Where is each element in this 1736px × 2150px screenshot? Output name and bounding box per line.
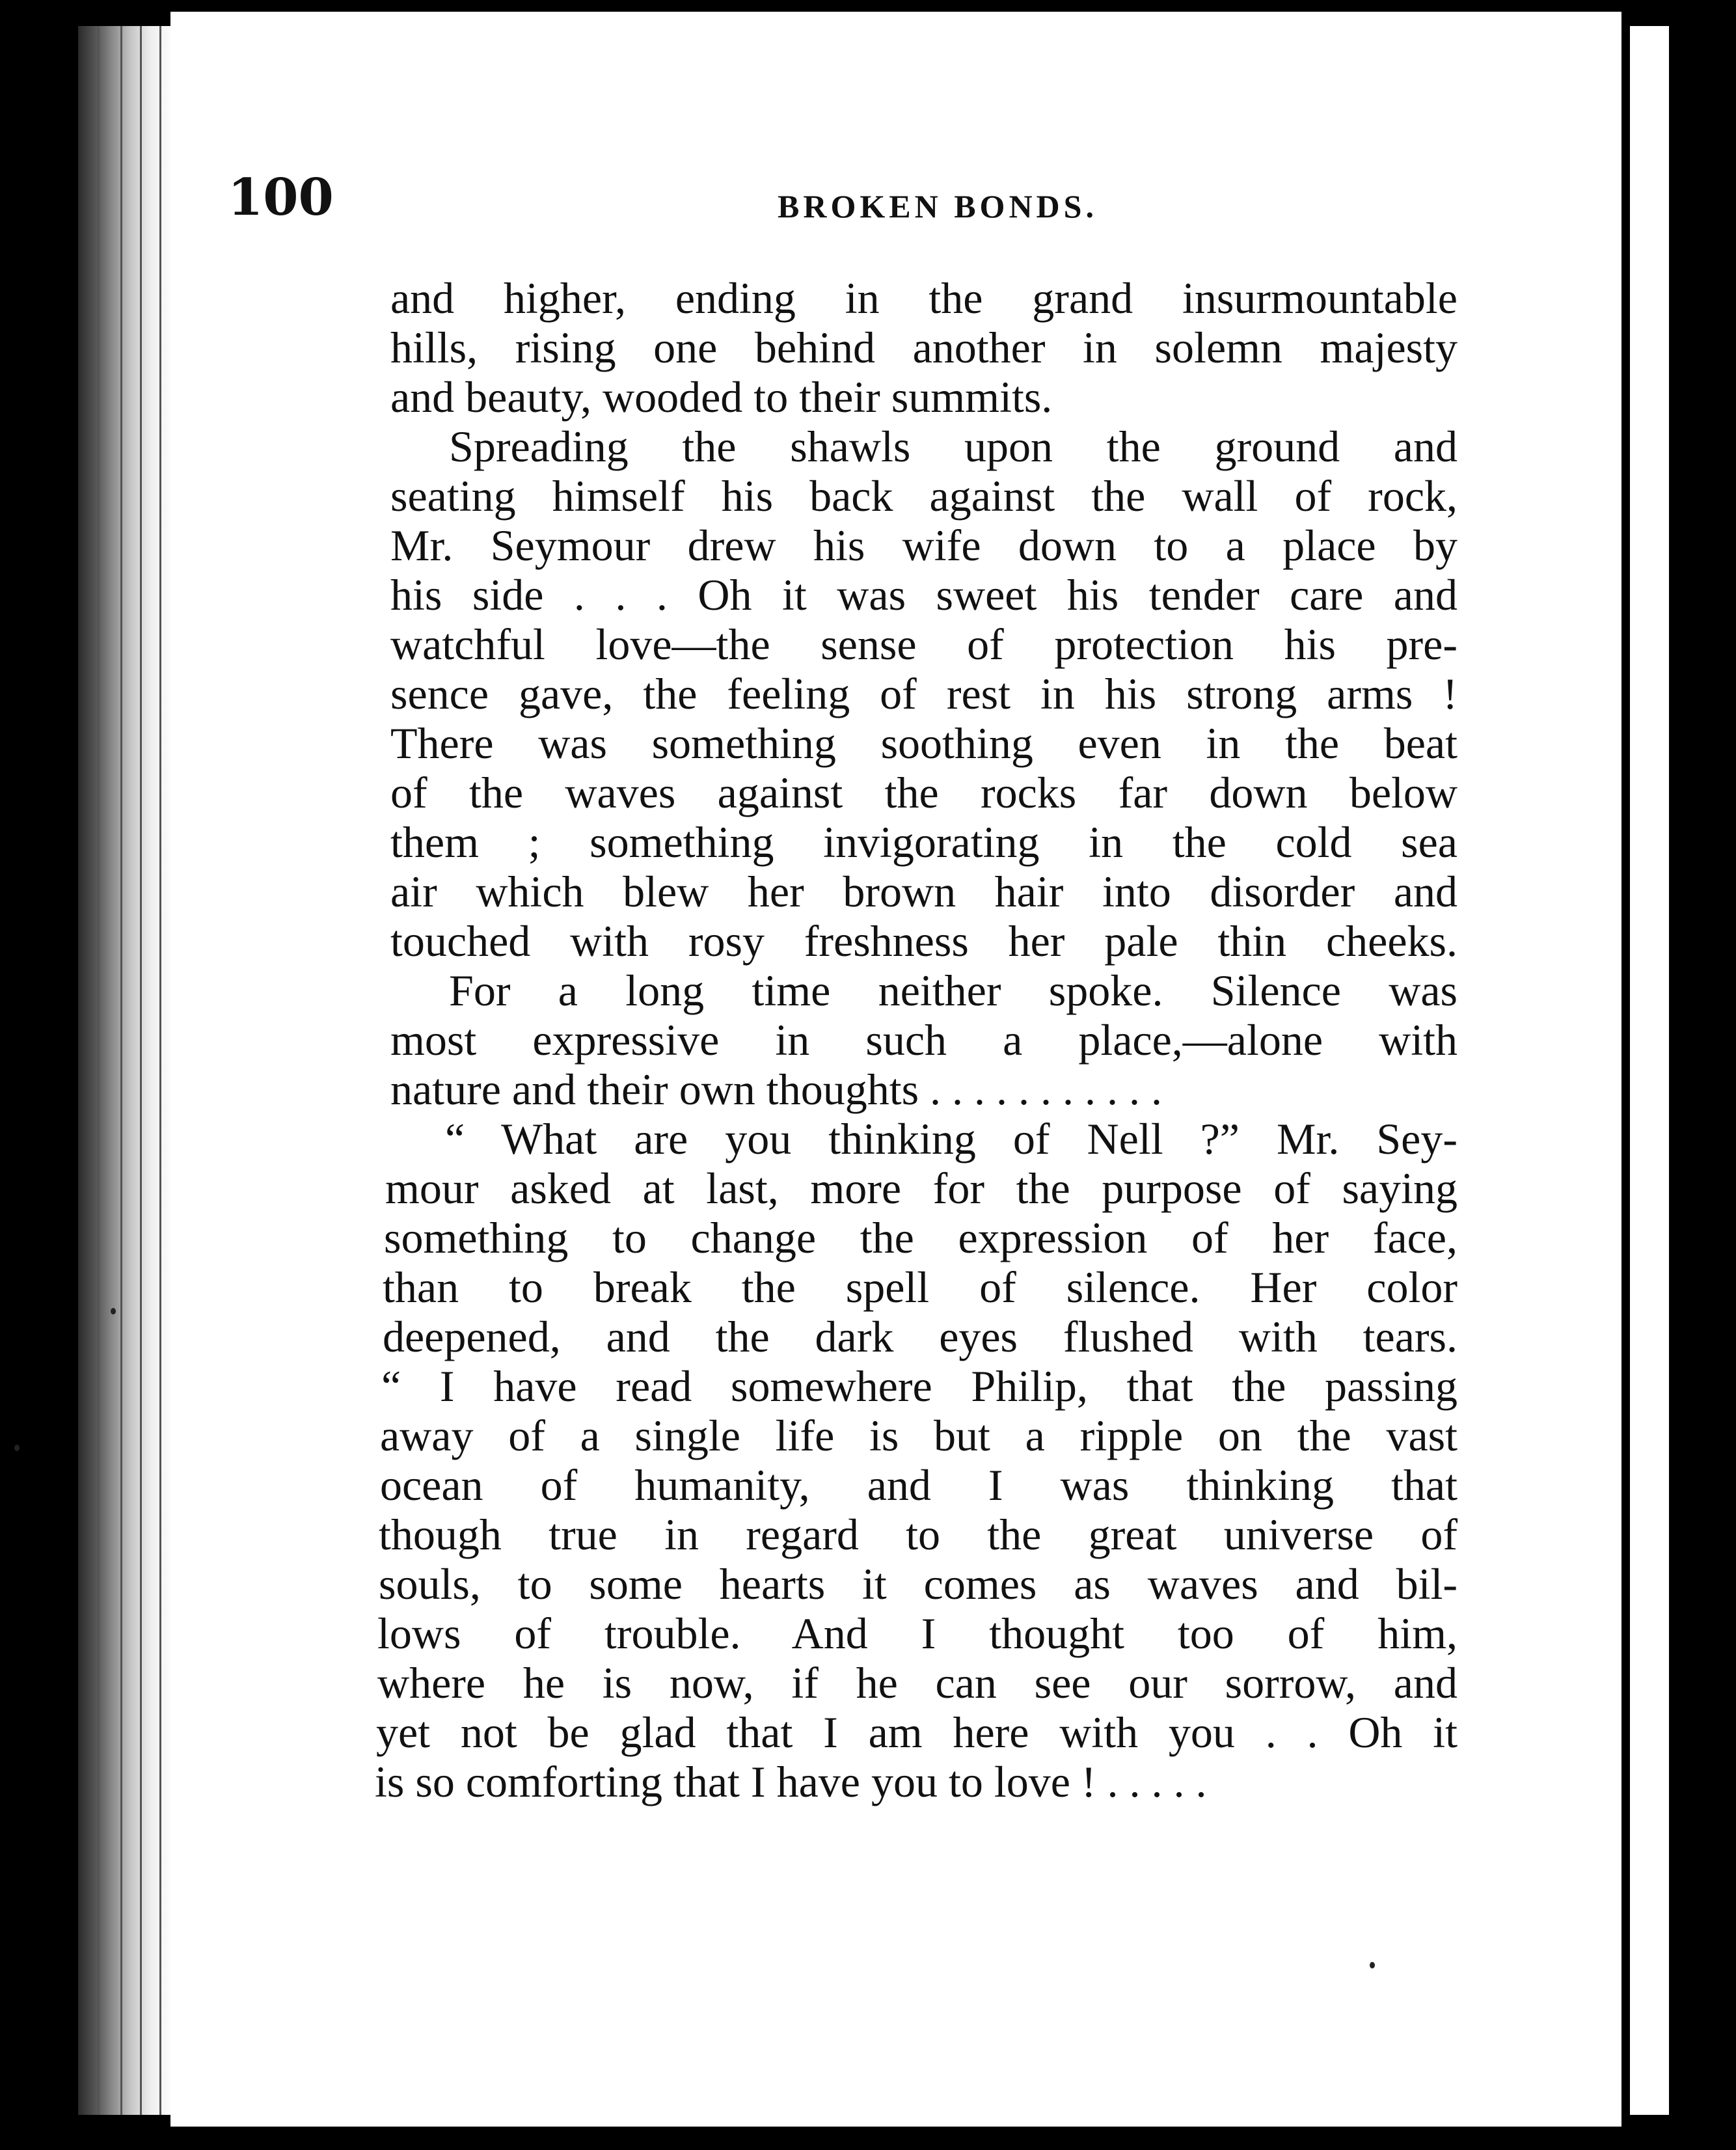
text-line: watchful love—the sense of protection his pre-	[390, 619, 1458, 669]
text-line: where he is now, if he can see our sorrow, and	[377, 1658, 1458, 1708]
text-line: “ I have read somewhere Philip, that the passing	[381, 1361, 1458, 1411]
text-line: souls, to some hearts it comes as waves and bil-	[379, 1559, 1458, 1609]
text-line: sence gave, the feeling of rest in his strong arms !	[390, 669, 1458, 718]
text-line: lows of trouble. And I thought too of him,	[377, 1609, 1458, 1658]
text-line: deepened, and the dark eyes flushed with tears.	[383, 1312, 1458, 1361]
text-line: something to change the expression of her face,	[384, 1213, 1458, 1262]
text-line: than to break the spell of silence. Her color	[383, 1262, 1458, 1312]
text-line: Spreading the shawls upon the ground and	[449, 422, 1458, 471]
text-line: his side . . . Oh it was sweet his tender care and	[390, 570, 1458, 619]
text-line: is so comforting that I have you to love ! . . . . .	[375, 1757, 1207, 1806]
text-line: most expressive in such a place,—alone with	[390, 1015, 1458, 1065]
running-title: BROKEN BONDS.	[778, 188, 1098, 225]
text-line: yet not be glad that I am here with you . . Oh it	[376, 1708, 1458, 1757]
body-text	[375, 273, 1458, 1806]
text-line: nature and their own thoughts . . . . . . . . . . .	[390, 1065, 1163, 1114]
text-line: and higher, ending in the grand insurmountable	[390, 273, 1458, 323]
text-line: away of a single life is but a ripple on the vast	[380, 1411, 1458, 1460]
page-edge-line	[159, 26, 161, 2115]
text-line: of the waves against the rocks far down below	[390, 768, 1458, 817]
text-line: There was something soothing even in the beat	[390, 718, 1458, 768]
text-line: and beauty, wooded to their summits.	[390, 372, 1053, 422]
text-line: air which blew her brown hair into disorder and	[390, 867, 1458, 916]
text-line: ocean of humanity, and I was thinking that	[380, 1460, 1458, 1510]
page-number: 100	[228, 168, 334, 227]
text-line: though true in regard to the great universe of	[379, 1510, 1458, 1559]
running-head	[228, 168, 1464, 246]
text-line: them ; something invigorating in the cold sea	[390, 817, 1458, 867]
text-line: mour asked at last, more for the purpose of saying	[385, 1163, 1458, 1213]
text-line: seating himself his back against the wall of rock,	[390, 471, 1458, 521]
text-line: hills, rising one behind another in solemn majesty	[390, 323, 1458, 372]
page-edge-line	[120, 26, 122, 2115]
text-line: Mr. Seymour drew his wife down to a place by	[390, 521, 1458, 570]
text-line: touched with rosy freshness her pale thin cheeks.	[390, 916, 1458, 966]
scan-speck	[14, 1445, 20, 1451]
text-line: “ What are you thinking of Nell ?” Mr. Sey-	[445, 1114, 1458, 1163]
scan-speck	[111, 1308, 116, 1314]
page-edge-line	[98, 26, 100, 2115]
scan-speck	[1370, 1962, 1375, 1968]
facing-page-edge	[1630, 26, 1669, 2115]
text-line: For a long time neither spoke. Silence was	[449, 966, 1458, 1015]
page-edge-line	[140, 26, 142, 2115]
